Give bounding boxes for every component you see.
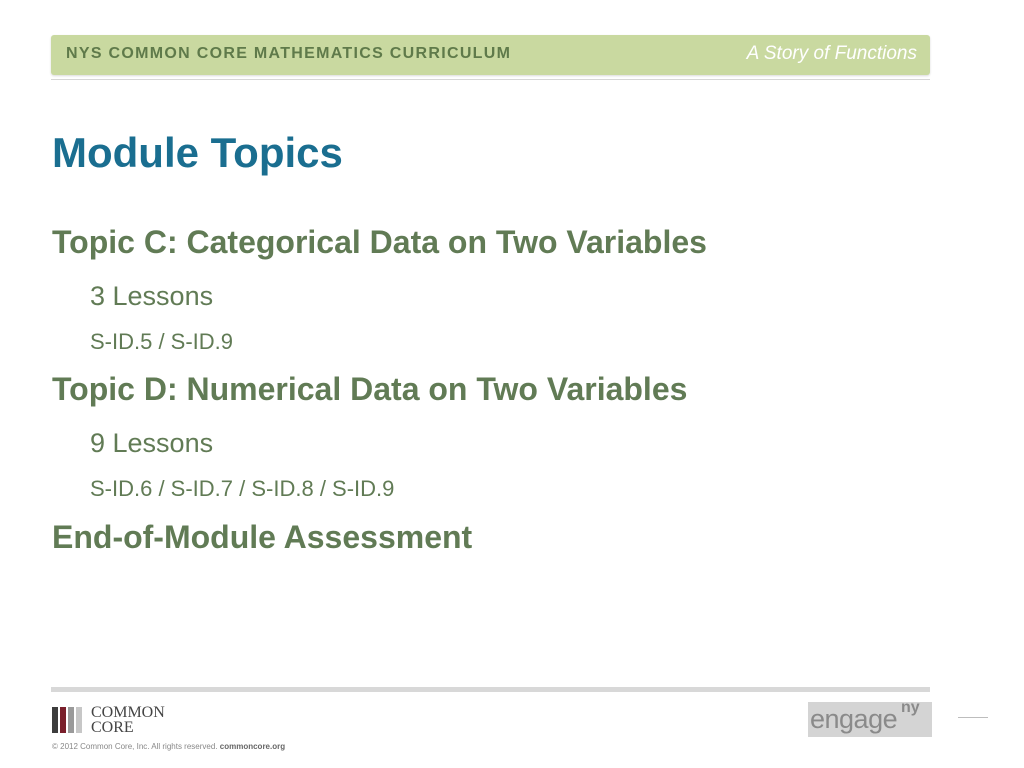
footer-divider [51,687,930,692]
engage-ny-superscript: ny [901,699,920,716]
header-divider [51,79,930,80]
topic-c-standards: S-ID.5 / S-ID.9 [90,329,234,354]
common-core-bars-icon [52,705,86,733]
copyright-link[interactable]: commoncore.org [219,742,286,751]
common-core-logo [52,705,192,735]
topic-d-standards: S-ID.6 / S-ID.7 / S-ID.8 / S-ID.9 [90,476,395,501]
engage-wordmark: engage [810,704,898,734]
page-title: Module Topics [52,129,343,176]
topic-c-lesson-count: 3 Lessons [90,281,214,311]
topic-d-heading: Topic D: Numerical Data on Two Variables [52,371,688,407]
topic-c-heading: Topic C: Categorical Data on Two Variables [52,224,707,260]
header-bar [51,35,930,75]
slide-edge-mark [958,717,988,718]
topic-d-lesson-count: 9 Lessons [90,428,214,458]
assessment-heading: End-of-Module Assessment [52,519,473,555]
common-core-wordmark [91,705,165,735]
logo-line-1: COMMON [91,704,165,721]
curriculum-title: NYS COMMON CORE MATHEMATICS CURRICULUM [66,45,512,62]
logo-line-2: CORE [91,719,134,736]
story-title: A Story of Functions [746,43,917,64]
copyright-text: © 2012 Common Core, Inc. All rights reserved. [52,742,218,751]
engageny-logo [808,699,932,737]
copyright-notice [52,742,285,751]
